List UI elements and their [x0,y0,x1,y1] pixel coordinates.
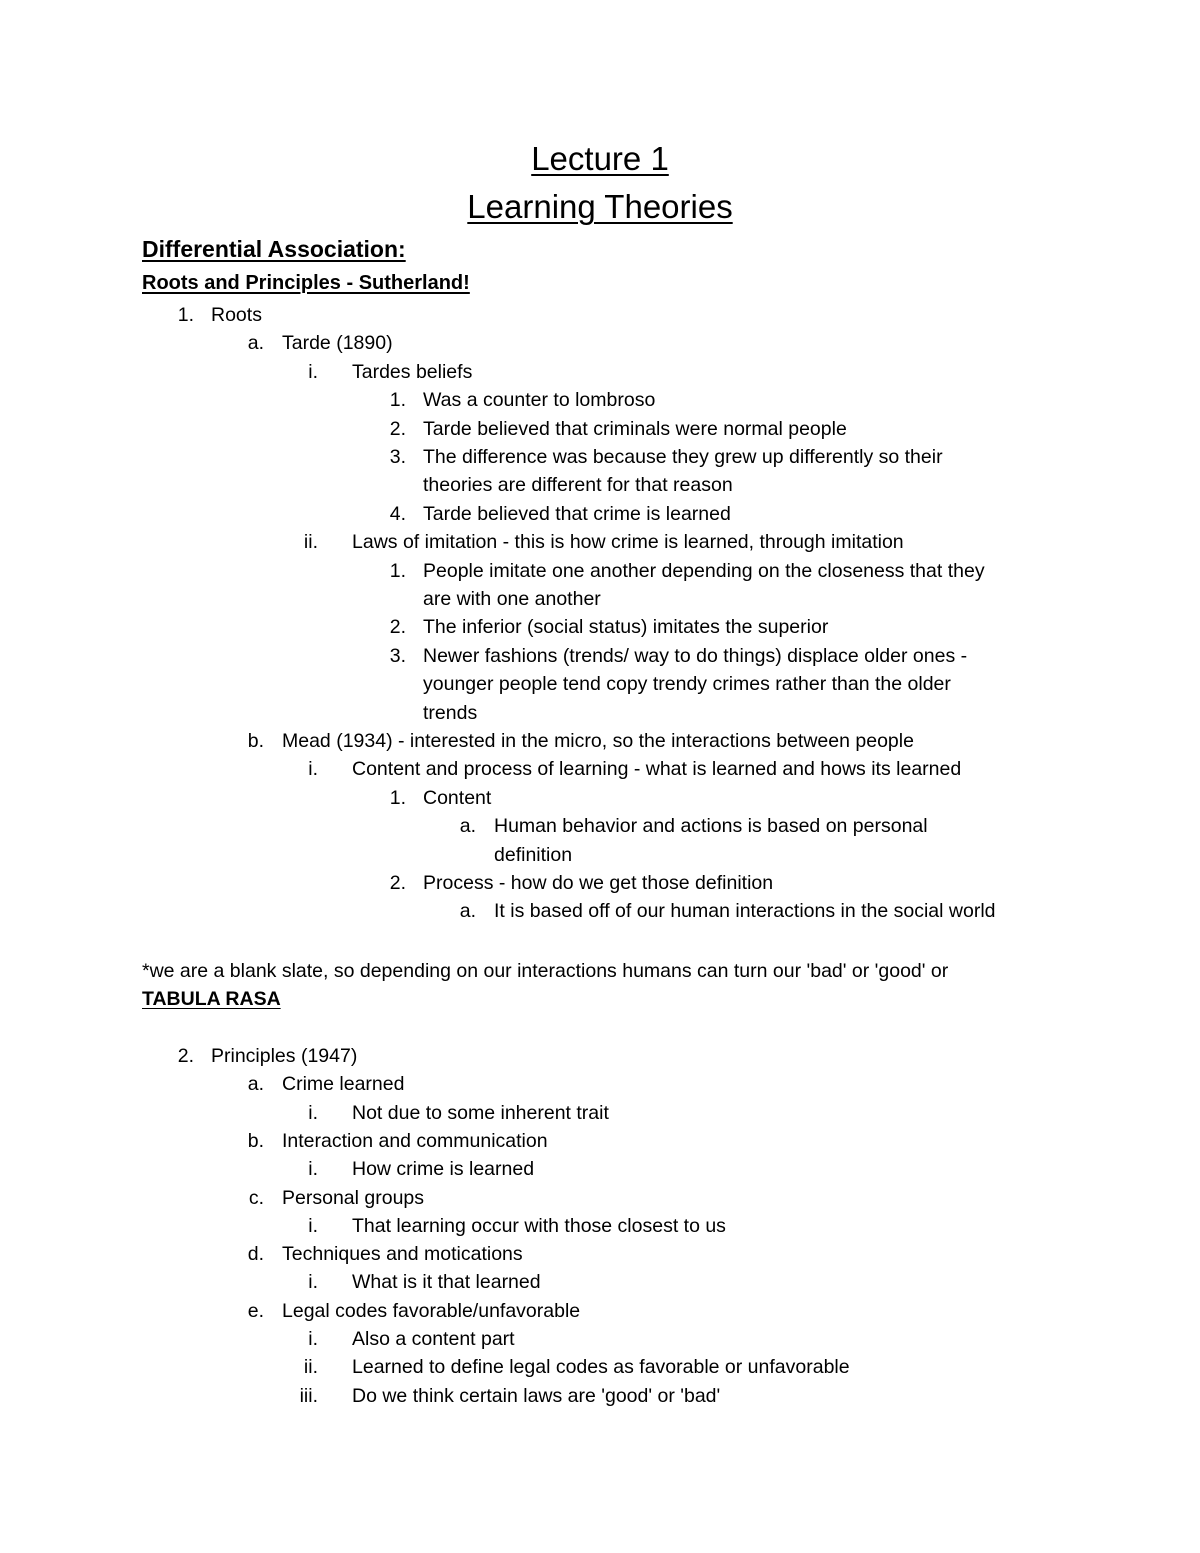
list-marker: b. [247,1129,264,1152]
list-text: What is it that learned [352,1271,541,1294]
list-text: How crime is learned [352,1158,535,1181]
list-text: Was a counter to lombroso [423,389,656,412]
list-text: The inferior (social status) imitates the superior [423,616,829,639]
list-text: Do we think certain laws are 'good' or 'bad' [352,1384,721,1407]
list-marker: b. [247,730,264,752]
list-text: People imitate one another depending on the closeness that they [423,559,985,582]
list-text: Tarde believed that criminals were normal people [423,417,847,440]
list-text: Mead (1934) - interested in the micro, so the interactions between people [282,730,914,752]
list-text: Tardes beliefs [352,360,473,383]
list-text: The difference was because they grew up differently so their [423,446,943,468]
list-text: Tarde (1890) [282,332,393,355]
list-marker: i. [308,1271,318,1294]
list-text: Techniques and motications [282,1243,523,1266]
list-marker: a. [247,1073,264,1096]
list-marker: 2. [389,872,406,894]
list-marker: 1. [389,389,406,412]
list-marker: a. [459,815,476,838]
list-text: That learning occur with those closest to us [352,1214,726,1237]
list-marker: 2. [389,417,406,440]
list-text: Legal codes favorable/unfavorable [282,1299,581,1322]
list-text: It is based off of our human interactions in the social world [494,900,996,923]
list-marker: 1. [389,559,406,582]
list-marker: a. [459,900,476,923]
page-subtitle: Learning Theories [467,188,733,225]
section-heading: Differential Association: [142,236,406,262]
list-text: Not due to some inherent trait [352,1101,609,1124]
blank-slate-note: *we are a blank slate, so depending on our interactions humans can turn our 'bad' or 'good' or [142,960,949,982]
list-text: Human behavior and actions is based on personal [494,815,928,838]
list-marker: 4. [389,502,406,525]
list-marker: ii. [303,1356,318,1379]
list-marker: i. [308,1214,318,1237]
list-text: Learned to define legal codes as favorable or unfavorable [352,1356,850,1379]
list-marker: iii. [299,1384,318,1407]
list-marker: 2. [177,1045,194,1067]
list-text: Principles (1947) [211,1045,358,1067]
list-text: Laws of imitation - this is how crime is learned, through imitation [352,531,904,554]
list-marker: i. [308,1101,318,1124]
list-text: Personal groups [282,1186,425,1209]
list-marker: ii. [303,531,318,554]
list-text: Content and process of learning - what is learned and hows its learned [352,758,962,781]
list-text: Tarde believed that crime is learned [423,502,731,525]
list-marker: i. [308,758,318,781]
list-marker: 2. [389,616,406,639]
list-text: trends [423,701,478,724]
list-marker: i. [308,360,318,383]
list-marker: a. [247,332,264,355]
list-text: Crime learned [282,1073,405,1096]
list-text: theories are different for that reason [423,474,733,497]
list-text: Roots [211,304,262,326]
list-text: Content [423,786,492,809]
list-marker: 3. [389,644,406,667]
list-marker: 1. [389,786,406,809]
list-marker: c. [248,1186,264,1209]
list-text: definition [494,843,573,866]
list-text: Process - how do we get those definition [423,872,774,894]
list-text: are with one another [423,588,601,610]
list-marker: 3. [389,446,406,468]
page-title: Lecture 1 [531,140,669,177]
list-text: Newer fashions (trends/ way to do things) displace older ones - [423,644,968,667]
list-marker: e. [247,1299,264,1322]
list-text: Also a content part [352,1328,515,1350]
list-marker: i. [308,1328,318,1350]
list-text: Interaction and communication [282,1129,548,1152]
list-marker: d. [247,1243,264,1266]
tabula-rasa-term: TABULA RASA [142,988,281,1010]
list-marker: i. [308,1158,318,1181]
list-marker: 1. [177,304,194,326]
list-text: younger people tend copy trendy crimes rather than the older [423,673,951,696]
subsection-heading: Roots and Principles - Sutherland! [142,272,470,294]
